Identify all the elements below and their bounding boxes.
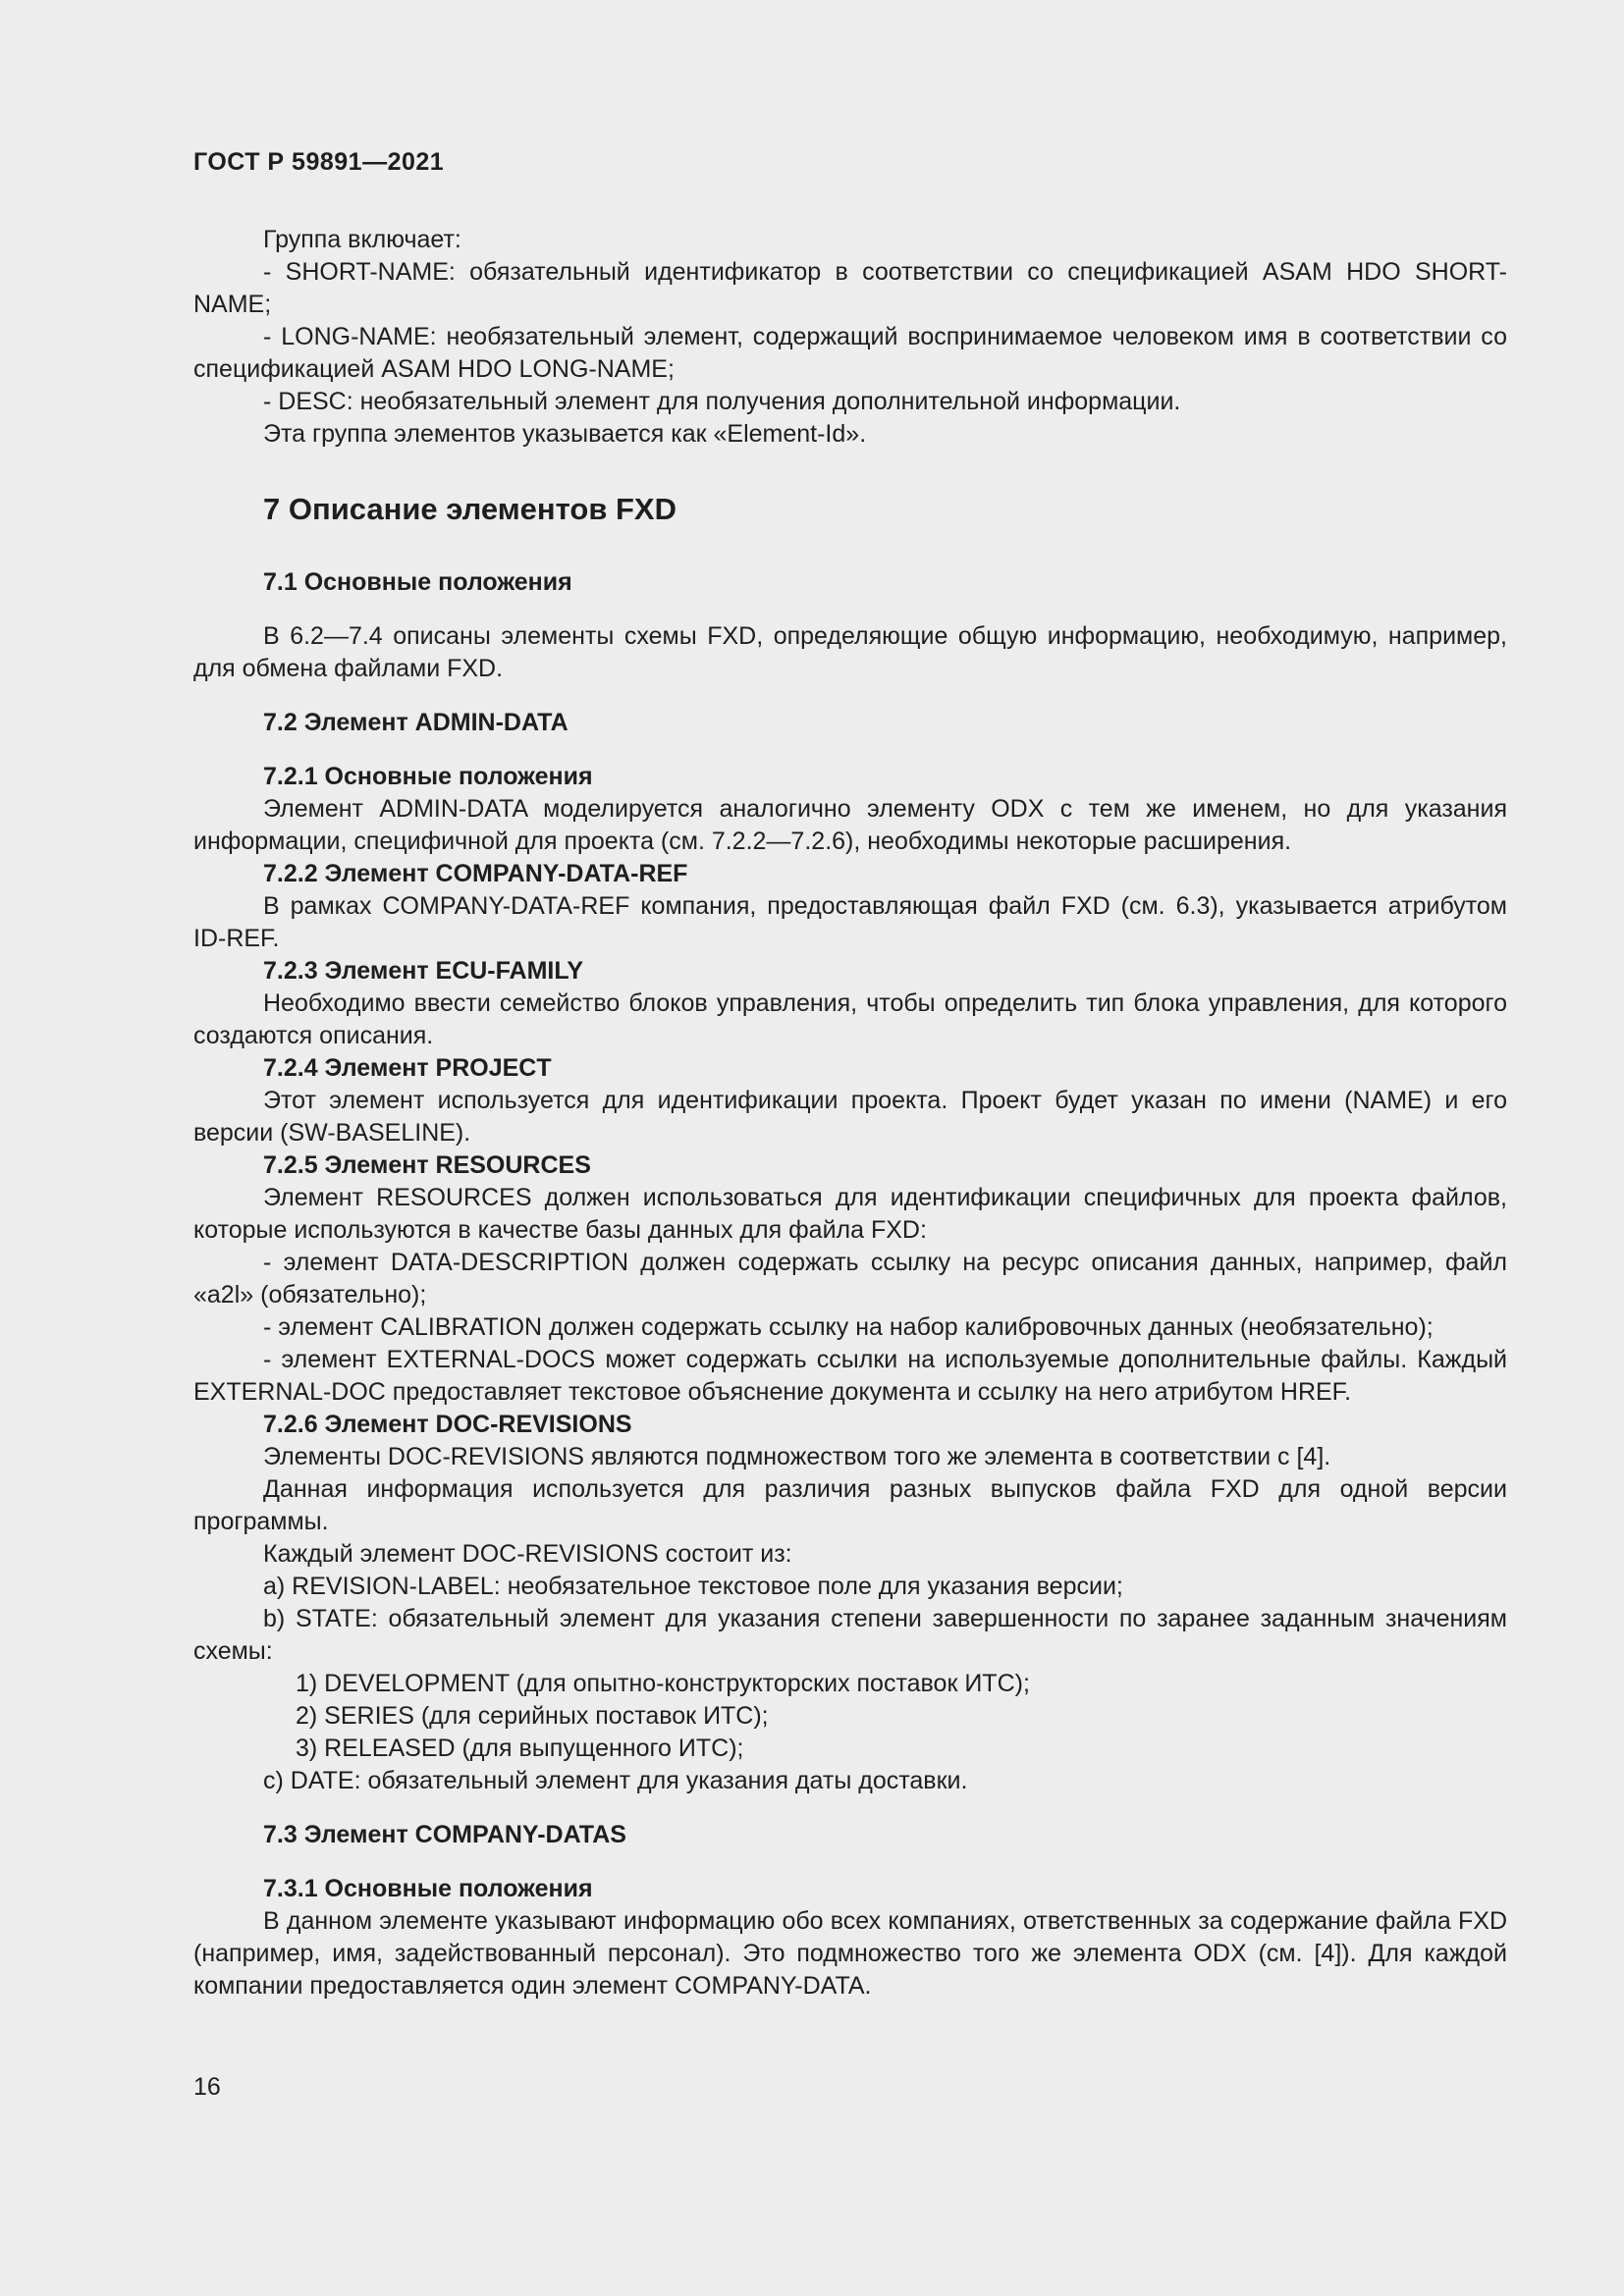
intro-line: Эта группа элементов указывается как «Element-Id». [263, 420, 867, 448]
section-7-3-1-text: В данном элементе указывают информацию обо всех компаниях, ответственных за содержание файла FXD (например, имя, задействованный персонал). Это подмножество того же элемента ODX (см. [4]). Для каждой компании предоставляется один элемент COMPANY-DATA. [193, 1907, 1507, 2000]
intro-line: Группа включает: [263, 226, 461, 253]
section-7-2-5-item: - элемент CALIBRATION должен содержать ссылку на набор калибровочных данных (необязательно); [263, 1313, 1434, 1341]
section-7-2-3-text: Необходимо ввести семейство блоков управления, чтобы определить тип блока управления, для которого создаются описания. [193, 989, 1507, 1049]
section-7-1-heading: 7.1 Основные положения [263, 568, 572, 596]
page-number: 16 [193, 2073, 221, 2101]
section-7-2-6-subitem: 2) SERIES (для серийных поставок ИТС); [296, 1702, 769, 1730]
section-7-2-heading: 7.2 Элемент ADMIN-DATA [263, 709, 568, 736]
section-7-2-2-text: В рамках COMPANY-DATA-REF компания, предоставляющая файл FXD (см. 6.3), указывается атрибутом ID-REF. [193, 892, 1507, 952]
intro-line: - DESC: необязательный элемент для получения дополнительной информации. [263, 388, 1181, 415]
section-7-2-4-text: Этот элемент используется для идентификации проекта. Проект будет указан по имени (NAME) и его версии (SW-BASELINE). [193, 1087, 1507, 1147]
intro-line: - SHORT-NAME: обязательный идентификатор в соответствии со спецификацией ASAM HDO SHORT-NAME; [193, 258, 1507, 318]
section-7-2-6-text: Каждый элемент DOC-REVISIONS состоит из: [263, 1540, 792, 1568]
section-7-2-5-item: - элемент DATA-DESCRIPTION должен содержать ссылку на ресурс описания данных, например, файл «a2l» (обязательно); [193, 1249, 1507, 1308]
section-7-3-heading: 7.3 Элемент COMPANY-DATAS [263, 1821, 626, 1848]
section-7-2-2-heading: 7.2.2 Элемент COMPANY-DATA-REF [263, 860, 688, 887]
section-7-2-3-heading: 7.2.3 Элемент ECU-FAMILY [263, 957, 584, 985]
section-7-2-6-item: b) STATE: обязательный элемент для указания степени завершенности по заранее заданным значениям схемы: [193, 1605, 1507, 1665]
section-7-2-6-item: c) DATE: обязательный элемент для указания даты доставки. [263, 1767, 968, 1794]
section-7-2-6-subitem: 1) DEVELOPMENT (для опытно-конструкторских поставок ИТС); [296, 1670, 1030, 1697]
section-7-2-6-text: Элементы DOC-REVISIONS являются подмножеством того же элемента в соответствии с [4]. [263, 1443, 1331, 1470]
intro-line: - LONG-NAME: необязательный элемент, содержащий воспринимаемое человеком имя в соответствии со спецификацией ASAM HDO LONG-NAME; [193, 323, 1507, 383]
section-7-2-6-text: Данная информация используется для различия разных выпусков файла FXD для одной версии программы. [193, 1475, 1507, 1535]
section-7-heading: 7 Описание элементов FXD [263, 492, 677, 526]
section-7-2-6-heading: 7.2.6 Элемент DOC-REVISIONS [263, 1411, 632, 1438]
section-7-2-6-item: a) REVISION-LABEL: необязательное текстовое поле для указания версии; [263, 1573, 1123, 1600]
document-header: ГОСТ Р 59891—2021 [193, 148, 445, 176]
section-7-2-4-heading: 7.2.4 Элемент PROJECT [263, 1054, 552, 1082]
section-7-2-5-item: - элемент EXTERNAL-DOCS может содержать ссылки на используемые дополнительные файлы. Каждый EXTERNAL-DOC предоставляет текстовое объяснение документа и ссылку на него атрибутом HREF. [193, 1346, 1507, 1406]
section-7-3-1-heading: 7.3.1 Основные положения [263, 1875, 593, 1902]
section-7-2-5-heading: 7.2.5 Элемент RESOURCES [263, 1151, 591, 1179]
section-7-1-text: В 6.2—7.4 описаны элементы схемы FXD, определяющие общую информацию, необходимую, например, для обмена файлами FXD. [193, 622, 1507, 682]
section-7-2-1-heading: 7.2.1 Основные положения [263, 763, 593, 790]
document-body [193, 224, 1507, 2002]
section-7-2-6-subitem: 3) RELEASED (для выпущенного ИТС); [296, 1735, 744, 1762]
section-7-2-1-text: Элемент ADMIN-DATA моделируется аналогично элементу ODX с тем же именем, но для указания информации, специфичной для проекта (см. 7.2.2—7.2.6), необходимы некоторые расширения. [193, 795, 1507, 855]
section-7-2-5-text: Элемент RESOURCES должен использоваться для идентификации специфичных для проекта файлов, которые используются в качестве базы данных для файла FXD: [193, 1184, 1507, 1244]
